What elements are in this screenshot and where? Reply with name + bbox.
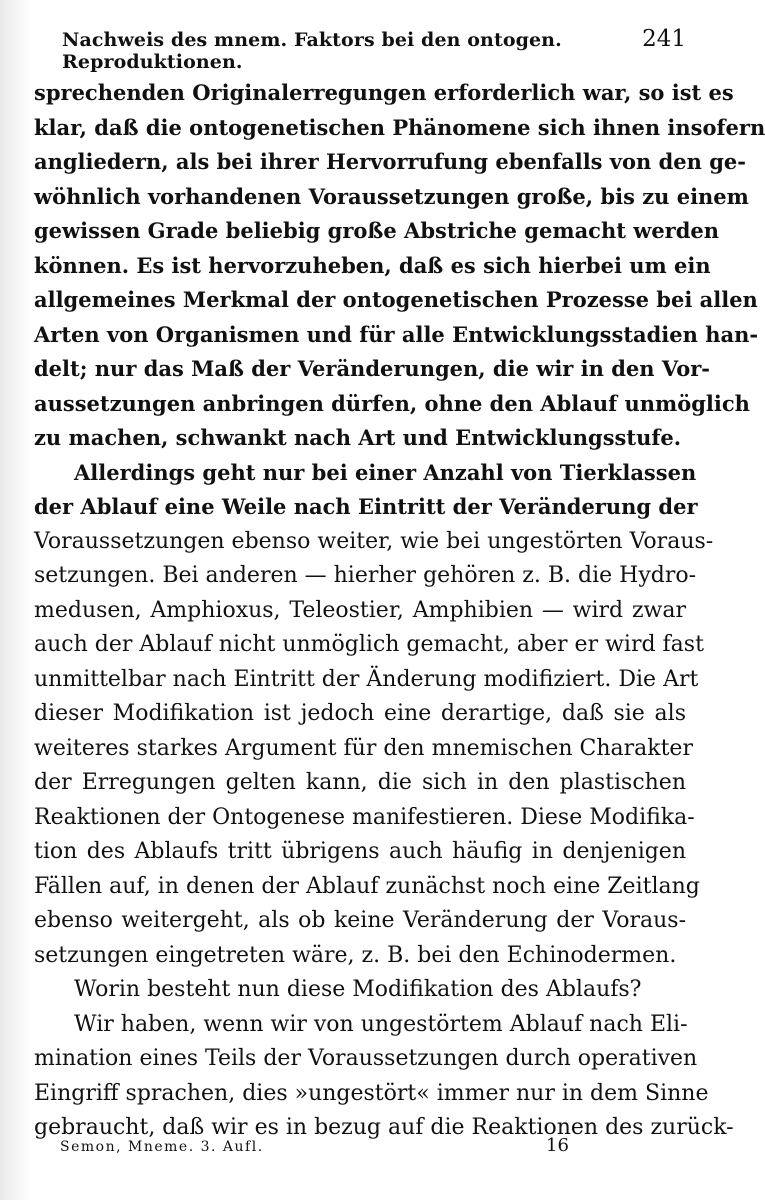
text-line: wöhnlich vorhandenen Voraussetzungen große, bis zu einem bbox=[34, 183, 749, 209]
text-line: angliedern, als bei ihrer Hervorrufung ebenfalls von den ge- bbox=[34, 149, 746, 174]
text-line: dieser Modifikation ist jedoch eine derartige, daß sie als bbox=[34, 701, 686, 726]
text-line: tion des Ablaufs tritt übrigens auch häufig in denjenigen bbox=[34, 839, 686, 864]
text-line: zu machen, schwankt nach Art und Entwicklungsstufe. bbox=[34, 425, 682, 450]
text-line: gewissen Grade beliebig große Abstriche gemacht werden bbox=[34, 218, 720, 243]
text-line: der Erregungen gelten kann, die sich in den plastischen bbox=[34, 770, 686, 795]
text-line: Fällen auf, in denen der Ablauf zunächst noch eine Zeitlang bbox=[34, 873, 700, 899]
page-footer bbox=[60, 1135, 580, 1165]
text-line: der Ablauf eine Weile nach Eintritt der Veränderung der bbox=[34, 494, 698, 519]
text-line: allgemeines Merkmal der ontogenetischen Prozesse bei allen bbox=[34, 287, 758, 312]
text-line: Worin besteht nun diese Modifikation des Ablaufs? bbox=[74, 977, 642, 1002]
running-head: Nachweis des mnem. Faktors bei den ontogen. Reproduktionen. bbox=[62, 29, 562, 73]
text-line: setzungen. Bei anderen — hierher gehören z. B. die Hydro- bbox=[34, 563, 697, 588]
page-header bbox=[62, 26, 686, 73]
text-line: Arten von Organismen und für alle Entwicklungsstadien han- bbox=[34, 321, 759, 347]
text-line: unmittelbar nach Eintritt der Änderung modifiziert. Die Art bbox=[34, 666, 699, 692]
text-line: Reaktionen der Ontogenese manifestieren. Diese Modifika- bbox=[34, 804, 695, 830]
text-line: mination eines Teils der Voraussetzungen durch operativen bbox=[34, 1046, 698, 1071]
sheet-number: 16 bbox=[546, 1135, 569, 1156]
text-line: auch der Ablauf nicht unmöglich gemacht, aber er wird fast bbox=[34, 632, 704, 657]
text-line: können. Es ist hervorzuheben, daß es sich hierbei um ein bbox=[34, 252, 711, 278]
text-line: weiteres starkes Argument für den mnemischen Charakter bbox=[34, 735, 693, 761]
text-line: medusen, Amphioxus, Teleostier, Amphibien — wird zwar bbox=[34, 597, 686, 623]
body-text bbox=[34, 76, 765, 1146]
printer-signature: Semon, Mneme. 3. Aufl. bbox=[60, 1139, 264, 1155]
text-line: aussetzungen anbringen dürfen, ohne den Ablauf unmöglich bbox=[34, 390, 750, 416]
text-line: Wir haben, wenn wir von ungestörtem Ablauf nach Eli- bbox=[74, 1011, 688, 1037]
text-line: klar, daß die ontogenetischen Phänomene sich ihnen insofern bbox=[34, 114, 765, 140]
page-number: 241 bbox=[642, 26, 686, 52]
text-line: setzungen eingetreten wäre, z. B. bei den Echinodermen. bbox=[34, 942, 677, 968]
text-line: ebenso weitergeht, als ob keine Veränderung der Voraus- bbox=[34, 908, 686, 933]
text-line: Voraussetzungen ebenso weiter, wie bei ungestörten Voraus- bbox=[34, 528, 714, 554]
text-line: delt; nur das Maß der Veränderungen, die wir in den Vor- bbox=[34, 356, 710, 381]
text-line: Allerdings geht nur bei einer Anzahl von Tierklassen bbox=[74, 459, 697, 485]
text-line: sprechenden Originalerregungen erforderlich war, so ist es bbox=[34, 80, 734, 105]
text-line: gebraucht, daß wir es in bezug auf die Reaktionen des zurück- bbox=[34, 1115, 734, 1140]
text-line: Eingriff sprachen, dies »ungestört« immer nur in dem Sinne bbox=[34, 1080, 709, 1106]
